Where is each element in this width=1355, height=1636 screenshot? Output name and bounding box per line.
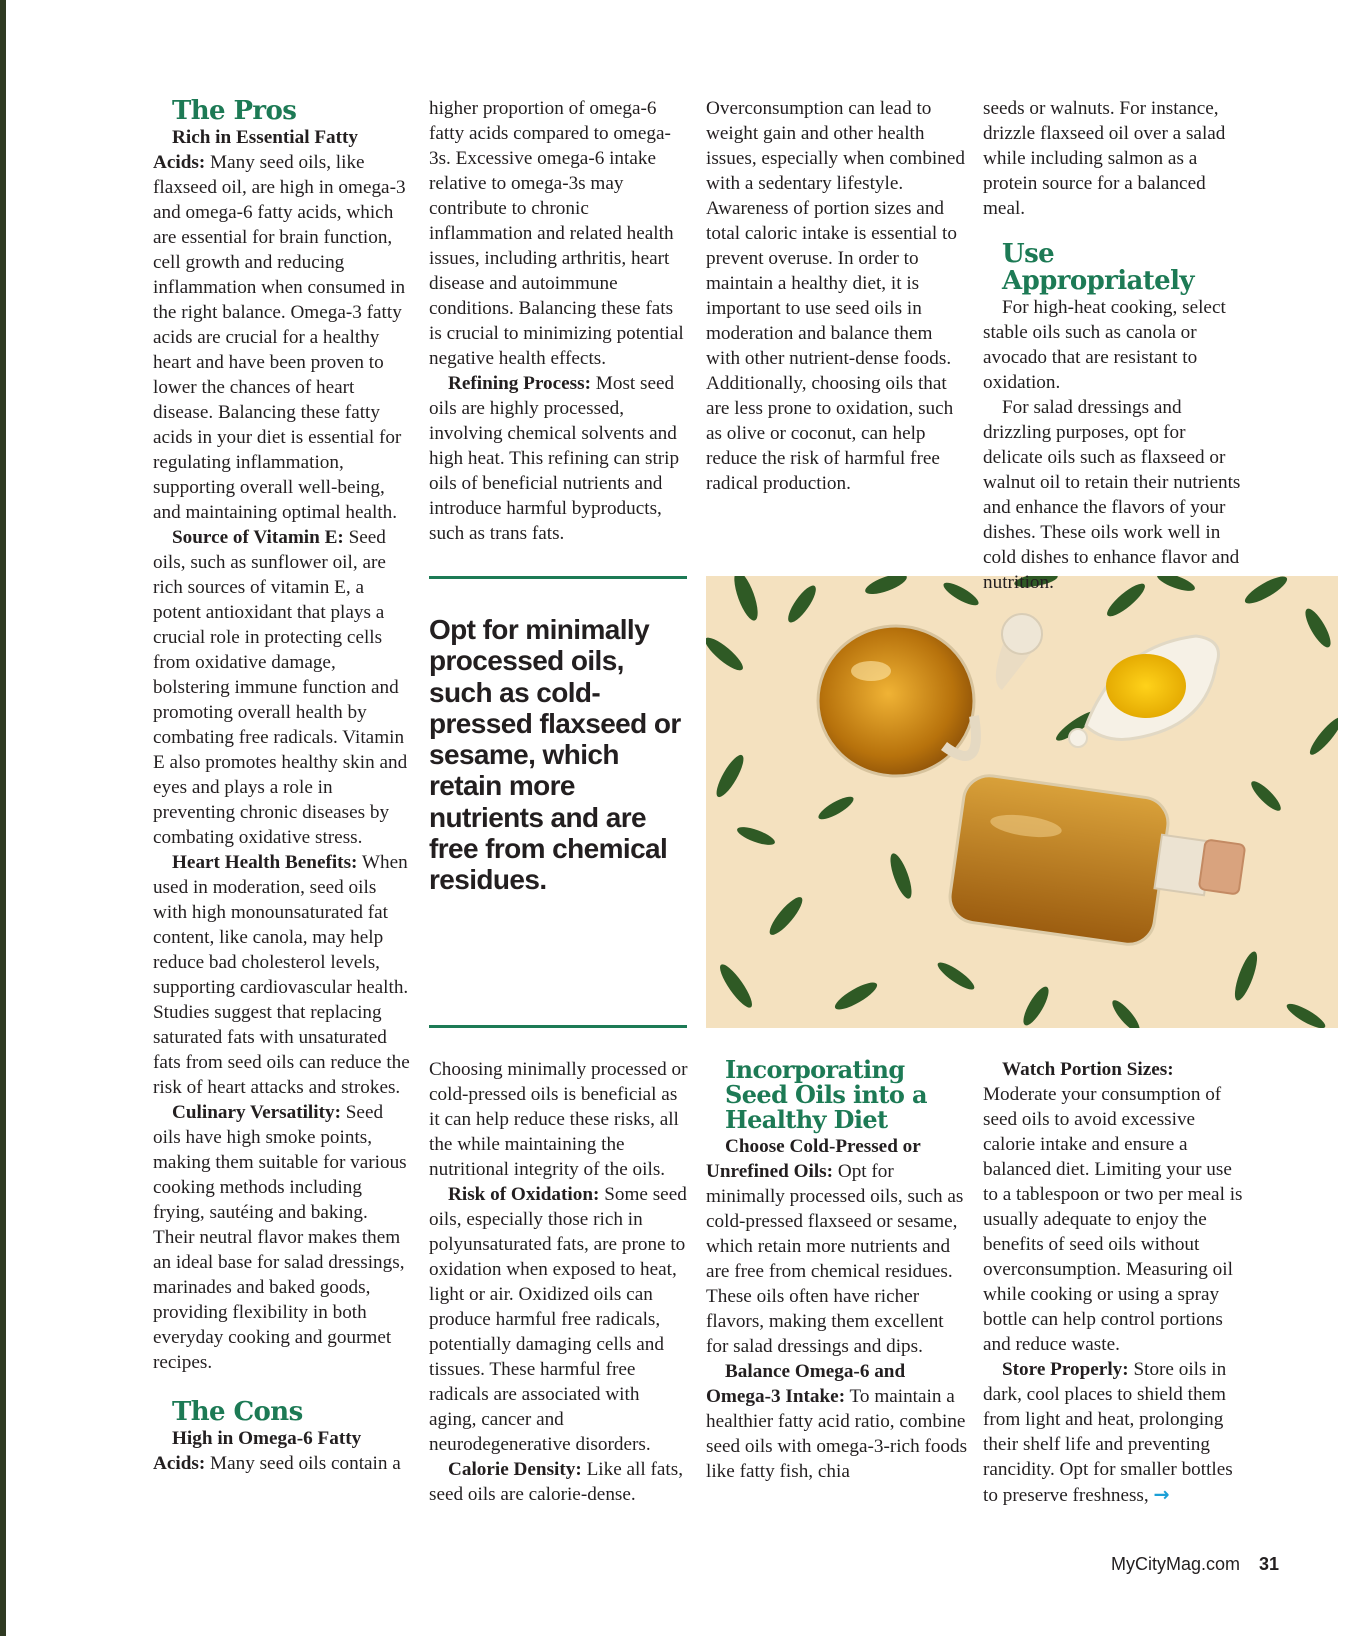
paragraph-heart-health xyxy=(153,850,411,1100)
paragraph-balance-omega xyxy=(706,1359,968,1484)
page-number: 31 xyxy=(1259,1554,1280,1574)
lead-oxidation: Risk of Oxidation: xyxy=(448,1184,600,1205)
lead-store-properly: Store Properly: xyxy=(1002,1359,1129,1380)
paragraph-minimally-processed: Choosing minimally processed or cold-pressed oils is beneficial as it can help reduce these risks, all the while maintaining the nutritional integrity of the oils. xyxy=(429,1059,688,1180)
paragraph-portion-sizes xyxy=(983,1057,1245,1357)
lead-calorie: Calorie Density: xyxy=(448,1459,582,1480)
paragraph-omega-6 xyxy=(153,1426,411,1476)
text-refining: Most seed oils are highly processed, involving chemical solvents and high heat. This refining can strip oils of beneficial nutrients and introduce harmful byproducts, such as trans fats. xyxy=(429,373,680,544)
text-store-properly: Store oils in dark, cool places to shield them from light and heat, prolonging their shelf life and preventing rancidity. Opt for smaller bottles to preserve freshness, xyxy=(983,1359,1233,1506)
paragraph-store-properly xyxy=(983,1357,1245,1508)
pull-quote-rule-top xyxy=(429,576,687,579)
column-1 xyxy=(153,98,411,1476)
incorporating-heading: Incorporating Seed Oils into a Healthy Diet xyxy=(725,1055,927,1134)
text-portion-sizes: Moderate your consumption of seed oils to avoid excessive calorie intake and ensure a balanced diet. Limiting your use to a tablespoon or two per meal is usually adequate to enjoy the benefits of seed oils without overconsumption. Measuring oil while cooking or using a spray bottle can help control portions and reduce waste. xyxy=(983,1084,1243,1355)
lead-portion-sizes: Watch Portion Sizes: xyxy=(1002,1059,1174,1080)
text-heart-health: When used in moderation, seed oils with high monounsaturated fat content, like canola, may help reduce bad cholesterol levels, supporting cardiovascular health. Studies suggest that replacing saturated fats with unsaturated fats from seed oils can reduce the risk of heart attacks and strokes. xyxy=(153,852,410,1098)
column-3-top xyxy=(706,96,968,496)
page-edge-strip xyxy=(0,0,6,1636)
column-4-top xyxy=(983,96,1245,595)
use-appropriately-heading: Use Appropriately xyxy=(1002,239,1194,296)
lead-vitamin-e: Source of Vitamin E: xyxy=(172,527,344,548)
text-calorie: Like all fats, seed oils are calorie-dense. xyxy=(429,1459,683,1505)
paragraph-calorie xyxy=(429,1457,691,1507)
footer-site: MyCityMag.com xyxy=(1110,1554,1240,1574)
lead-balance-omega: Balance Omega-6 and Omega-3 Intake: xyxy=(706,1361,906,1407)
text-culinary: Seed oils have high smoke points, making them suitable for various cooking methods including frying, sautéing and baking. Their neutral flavor makes them an ideal base for salad dressings, marinades and baked goods, providing flexibility in both everyday cooking and gourmet recipes. xyxy=(153,1102,407,1373)
paragraph-fatty-acids xyxy=(153,125,411,525)
pull-quote-rule-bottom xyxy=(429,1025,687,1028)
pros-heading: The Pros xyxy=(172,96,297,126)
text-omega-6: Many seed oils contain a xyxy=(205,1453,401,1474)
paragraph-walnuts: seeds or walnuts. For instance, drizzle flaxseed oil over a salad while including salmon as a protein source for a balanced meal. xyxy=(983,98,1226,219)
column-2-top xyxy=(429,96,689,546)
lead-heart-health: Heart Health Benefits: xyxy=(172,852,358,873)
text-vitamin-e: Seed oils, such as sunflower oil, are rich sources of vitamin E, a potent antioxidant that plays a crucial role in protecting cells from oxidative damage, bolstering immune function and promoting overall health by combating free radicals. Vitamin E also promotes healthy skin and eyes and plays a role in preventing chronic diseases by combating oxidative stress. xyxy=(153,527,408,848)
continue-arrow-icon: → xyxy=(1153,1483,1170,1506)
lead-refining: Refining Process: xyxy=(448,373,591,394)
lead-culinary: Culinary Versatility: xyxy=(172,1102,341,1123)
column-4-bottom xyxy=(983,1057,1245,1508)
column-2-bottom xyxy=(429,1057,691,1507)
lead-omega-6: High in Omega-6 Fatty Acids: xyxy=(153,1428,362,1474)
cons-heading: The Cons xyxy=(172,1397,303,1427)
oil-bottles-photo xyxy=(706,576,1338,1028)
text-balance-omega: To maintain a healthier fatty acid ratio, combine seed oils with omega-3-rich foods like fatty fish, chia xyxy=(706,1386,968,1482)
column-3-bottom xyxy=(706,1057,968,1484)
lead-fatty-acids: Rich in Essential Fatty Acids: xyxy=(153,127,359,173)
paragraph-refining xyxy=(429,371,689,546)
text-cold-pressed: Opt for minimally processed oils, such as cold-pressed flaxseed or sesame, which retain more nutrients and are free from chemical residues. These oils often have richer flavors, making them excellent for salad dressings and dips. xyxy=(706,1161,964,1357)
paragraph-high-heat: For high-heat cooking, select stable oils such as canola or avocado that are resistant to oxidation. xyxy=(983,297,1226,393)
paragraph-salad-dressings: For salad dressings and drizzling purposes, opt for delicate oils such as flaxseed or walnut oil to retain their nutrients and enhance the flavors of your dishes. These oils work well in cold dishes to enhance flavor and nutrition. xyxy=(983,397,1241,593)
pull-quote: Opt for minimally processed oils, such as cold-pressed flaxseed or sesame, which retain more nutrients and are free from chemical residues. xyxy=(429,614,681,896)
paragraph-oxidation xyxy=(429,1182,691,1457)
lead-cold-pressed: Choose Cold-Pressed or Unrefined Oils: xyxy=(706,1136,921,1182)
paragraph-culinary xyxy=(153,1100,411,1375)
paragraph-overconsumption: Overconsumption can lead to weight gain and other health issues, especially when combined with a sedentary lifestyle. Awareness of portion sizes and total caloric intake is essential to prevent overuse. In order to maintain a healthy diet, it is important to use seed oils in moderation and balance them with other nutrient-dense foods. Additionally, choosing oils that are less prone to oxidation, such as olive or coconut, can help reduce the risk of harmful free radical production. xyxy=(706,98,965,494)
paragraph-omega-continued: higher proportion of omega-6 fatty acids compared to omega-3s. Excessive omega-6 intake relative to omega-3s may contribute to chronic inflammation and related health issues, including arthritis, heart disease and autoimmune conditions. Balancing these fats is crucial to minimizing potential negative health effects. xyxy=(429,98,684,369)
text-fatty-acids: Many seed oils, like flaxseed oil, are high in omega-3 and omega-6 fatty acids, which are essential for brain function, cell growth and reducing inflammation when consumed in the right balance. Omega-3 fatty acids are crucial for a healthy heart and have been proven to lower the chances of heart disease. Balancing these fatty acids in your diet is essential for regulating inflammation, supporting overall well-being, and maintaining optimal health. xyxy=(153,152,406,523)
paragraph-vitamin-e xyxy=(153,525,411,850)
text-oxidation: Some seed oils, especially those rich in polyunsaturated fats, are prone to oxidation when exposed to heat, light or air. Oxidized oils can produce harmful free radicals, potentially damaging cells and tissues. These harmful free radicals are associated with aging, cancer and neurodegenerative disorders. xyxy=(429,1184,687,1455)
paragraph-cold-pressed xyxy=(706,1134,968,1359)
